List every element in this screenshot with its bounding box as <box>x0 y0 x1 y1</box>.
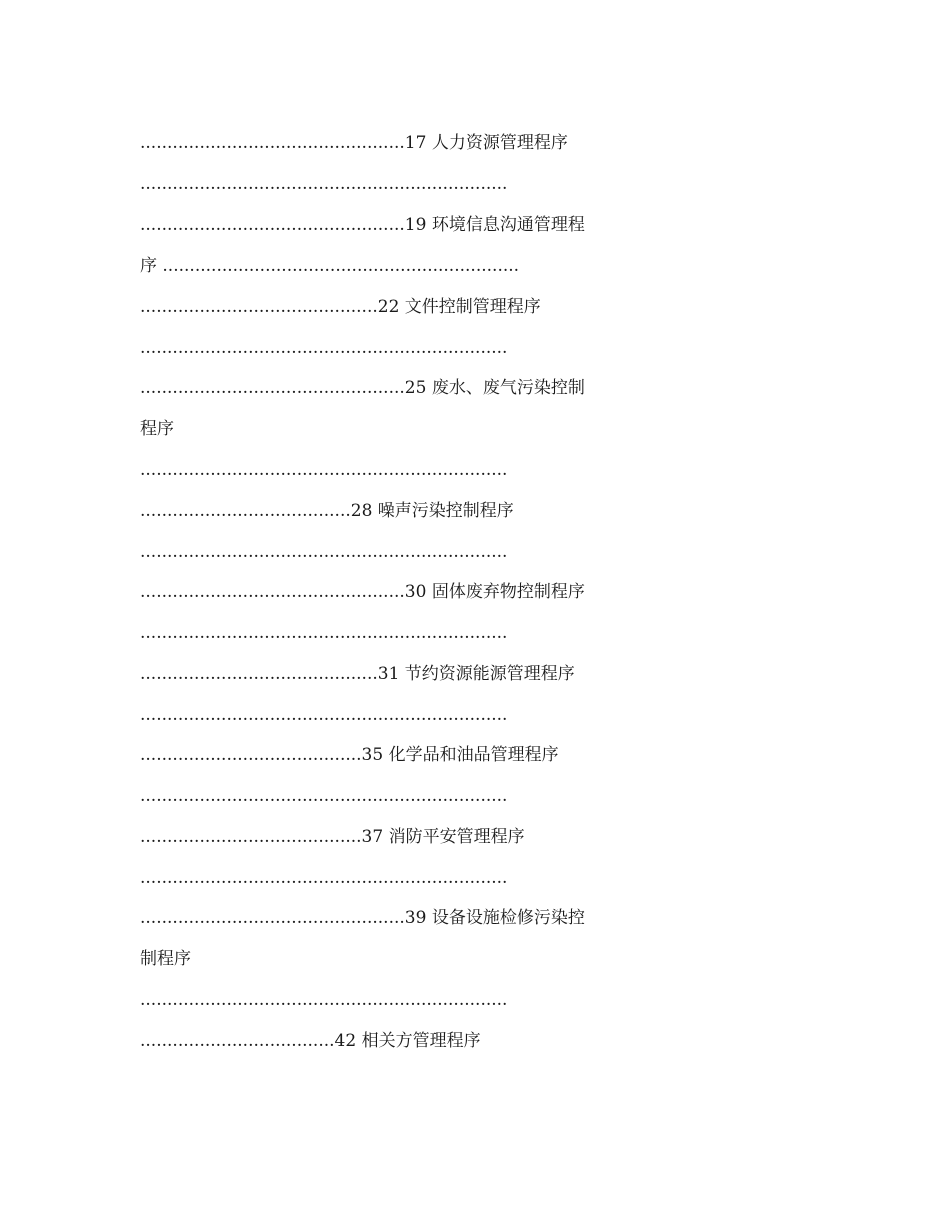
toc-line: ............................................22 文件控制管理程序 <box>140 297 541 317</box>
toc-line: .........................................35 化学品和油品管理程序 <box>140 745 559 765</box>
toc-line: ............................................31 节约资源能源管理程序 <box>140 664 575 684</box>
toc-line: .................................................................... <box>140 174 508 194</box>
toc-line: .................................................................... <box>140 868 508 888</box>
toc-line: .................................................25 废水、废气污染控制 <box>140 378 585 398</box>
toc-line: 序 .................................................................. <box>140 256 520 276</box>
toc-line: .................................................................... <box>140 542 508 562</box>
toc-line: .................................................................... <box>140 623 508 643</box>
toc-line: .........................................37 消防平安管理程序 <box>140 827 525 847</box>
toc-line: .................................................................... <box>140 460 508 480</box>
toc-line: .................................................17 人力资源管理程序 <box>140 133 568 153</box>
toc-line: .................................................19 环境信息沟通管理程 <box>140 215 585 235</box>
toc-line: .................................................................... <box>140 786 508 806</box>
toc-line: 制程序 <box>140 949 191 969</box>
toc-line: .................................................................... <box>140 705 508 725</box>
toc-line: ....................................42 相关方管理程序 <box>140 1031 481 1051</box>
toc-line: .......................................28 噪声污染控制程序 <box>140 501 514 521</box>
toc-line: .................................................30 固体废弃物控制程序 <box>140 582 585 602</box>
toc-line: 程序 <box>140 419 174 439</box>
toc-line: .................................................................... <box>140 990 508 1010</box>
toc-line: .................................................39 设备设施检修污染控 <box>140 908 585 928</box>
toc-line: .................................................................... <box>140 338 508 358</box>
